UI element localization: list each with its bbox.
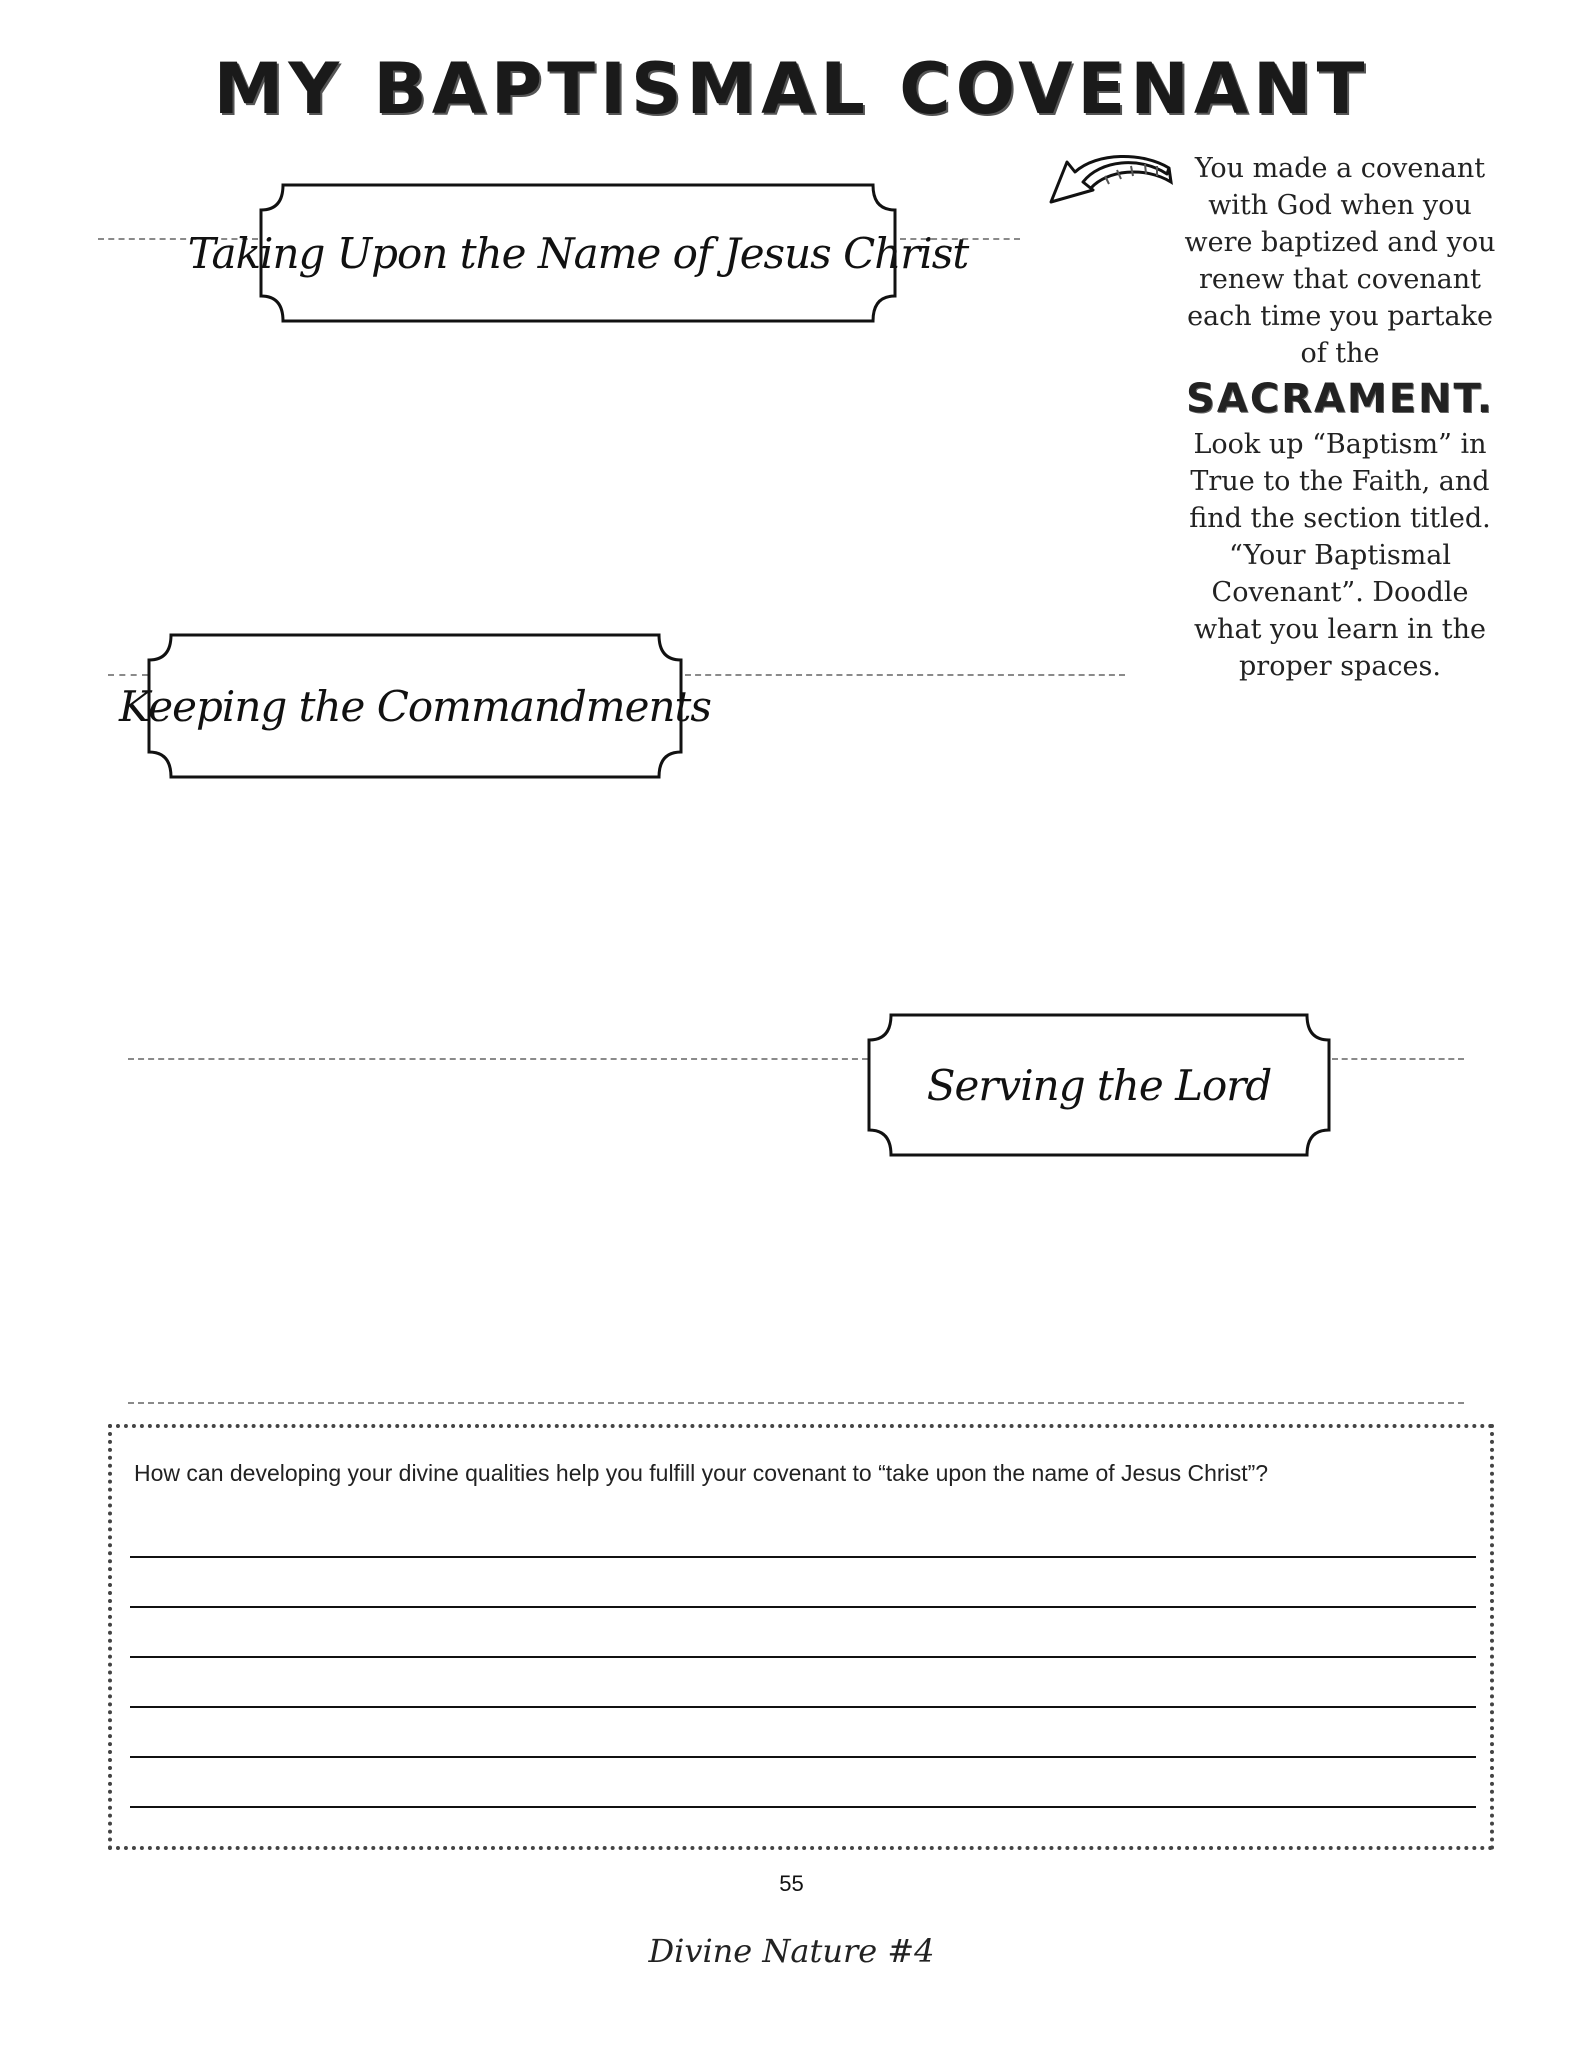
section-label-text: Keeping the Commandments — [119, 681, 711, 731]
section-label-text: Serving the Lord — [926, 1060, 1272, 1110]
question-box — [108, 1424, 1494, 1850]
section-divider-3-left — [128, 1058, 868, 1060]
answer-line-2[interactable] — [130, 1606, 1476, 1608]
answer-line-4[interactable] — [130, 1706, 1476, 1708]
section-divider-2-right — [685, 674, 1125, 676]
instructions-part1: You made a covenant with God when you were baptized and you renew that covenant each time you partake of the — [1184, 153, 1496, 369]
section-divider-2-left — [108, 674, 148, 676]
section-label-commandments — [119, 632, 711, 780]
answer-line-3[interactable] — [130, 1656, 1476, 1658]
page-title: MY BAPTISMAL COVENANT — [213, 48, 1370, 130]
footer-text: Divine Nature #4 — [648, 1932, 935, 1970]
section-divider-3-right — [1332, 1058, 1464, 1060]
curved-arrow-icon — [1045, 152, 1175, 232]
instructions-part2: Look up “Baptism” in True to the Faith, and find the section titled. “Your Baptismal Covenant”. Doodle what you learn in the proper spaces. — [1189, 429, 1491, 682]
section-label-taking-name — [187, 182, 969, 324]
section-label-serving — [866, 1012, 1332, 1158]
answer-line-6[interactable] — [130, 1806, 1476, 1808]
section-divider-4 — [128, 1402, 1464, 1404]
answer-line-1[interactable] — [130, 1556, 1476, 1558]
page-number: 55 — [779, 1871, 804, 1896]
section-label-text: Taking Upon the Name of Jesus Christ — [187, 228, 969, 278]
answer-line-5[interactable] — [130, 1756, 1476, 1758]
question-text: How can developing your divine qualities help you fulfill your covenant to “take upon the name of Jesus Christ”? — [134, 1460, 1269, 1486]
sacrament-emphasis: SACRAMENT. — [1186, 376, 1494, 422]
instructions-text — [1175, 150, 1505, 685]
